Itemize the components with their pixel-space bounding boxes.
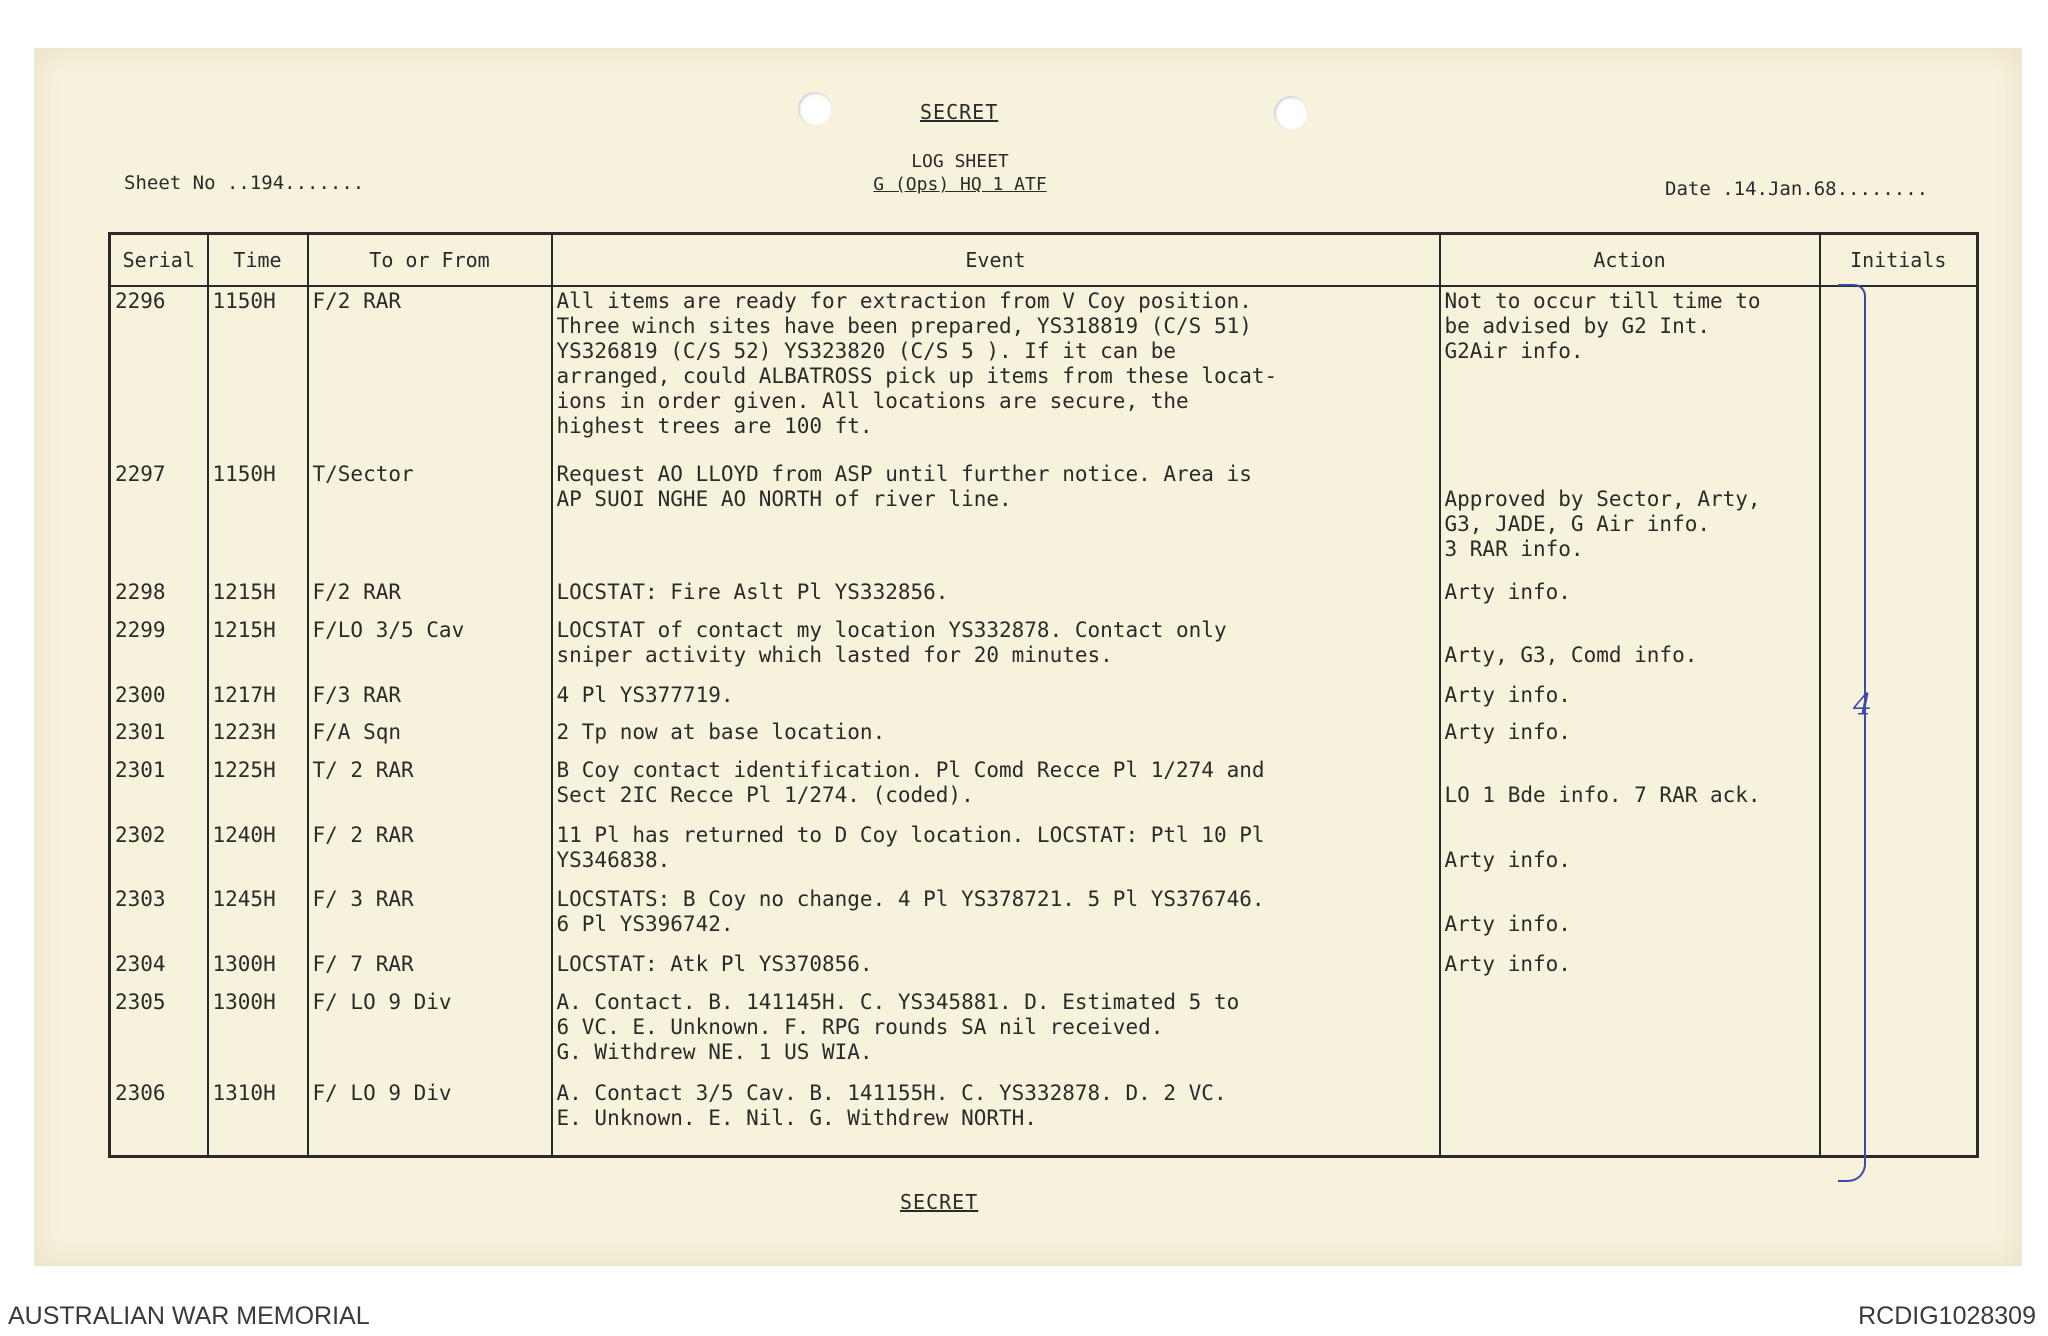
log-sheet-title bbox=[820, 150, 1100, 196]
serial-cell: 2304 bbox=[110, 950, 208, 988]
to-from-cell: F/2 RAR bbox=[308, 286, 552, 460]
title-line-2: G (Ops) HQ 1 ATF bbox=[873, 174, 1047, 195]
log-row bbox=[110, 616, 1978, 681]
log-row bbox=[110, 1079, 1978, 1144]
serial-cell: 2300 bbox=[110, 681, 208, 719]
time-cell: 1300H bbox=[208, 988, 308, 1080]
action-cell: Arty info. bbox=[1440, 718, 1820, 756]
log-row bbox=[110, 286, 1978, 460]
filler-cell bbox=[1440, 1144, 1820, 1157]
event-cell: LOCSTATS: B Coy no change. 4 Pl YS378721. 5 Pl YS376746. 6 Pl YS396742. bbox=[552, 885, 1440, 950]
serial-cell: 2305 bbox=[110, 988, 208, 1080]
event-cell: LOCSTAT: Atk Pl YS370856. bbox=[552, 950, 1440, 988]
time-cell: 1240H bbox=[208, 821, 308, 886]
col-time: Time bbox=[208, 234, 308, 287]
event-cell: B Coy contact identification. Pl Comd Recce Pl 1/274 and Sect 2IC Recce Pl 1/274. (coded). bbox=[552, 756, 1440, 821]
serial-cell: 2303 bbox=[110, 885, 208, 950]
initials-bracket bbox=[1838, 284, 1866, 1182]
event-cell: LOCSTAT of contact my location YS332878. Contact only sniper activity which lasted for 20 minutes. bbox=[552, 616, 1440, 681]
time-cell: 1245H bbox=[208, 885, 308, 950]
time-cell: 1225H bbox=[208, 756, 308, 821]
to-from-cell: F/3 RAR bbox=[308, 681, 552, 719]
col-serial: Serial bbox=[110, 234, 208, 287]
time-cell: 1150H bbox=[208, 460, 308, 579]
punch-hole-right bbox=[1274, 96, 1308, 130]
log-row bbox=[110, 885, 1978, 950]
action-cell bbox=[1440, 988, 1820, 1080]
event-cell: 11 Pl has returned to D Coy location. LOCSTAT: Ptl 10 Pl YS346838. bbox=[552, 821, 1440, 886]
time-cell: 1150H bbox=[208, 286, 308, 460]
action-cell bbox=[1440, 1079, 1820, 1144]
filler-cell bbox=[552, 1144, 1440, 1157]
serial-cell: 2306 bbox=[110, 1079, 208, 1144]
filler-cell bbox=[308, 1144, 552, 1157]
secret-footer: SECRET bbox=[900, 1190, 979, 1214]
event-cell: LOCSTAT: Fire Aslt Pl YS332856. bbox=[552, 578, 1440, 616]
event-cell: Request AO LLOYD from ASP until further notice. Area is AP SUOI NGHE AO NORTH of river line. bbox=[552, 460, 1440, 579]
event-cell: A. Contact. B. 141145H. C. YS345881. D. Estimated 5 to 6 VC. E. Unknown. F. RPG rounds SA nil received. G. Withdrew NE. 1 US WIA. bbox=[552, 988, 1440, 1080]
log-row bbox=[110, 718, 1978, 756]
col-action: Action bbox=[1440, 234, 1820, 287]
log-row bbox=[110, 578, 1978, 616]
action-cell: Arty info. bbox=[1440, 885, 1820, 950]
event-cell: A. Contact 3/5 Cav. B. 141155H. C. YS332878. D. 2 VC. E. Unknown. E. Nil. G. Withdrew NORTH. bbox=[552, 1079, 1440, 1144]
archive-name: AUSTRALIAN WAR MEMORIAL bbox=[8, 1302, 370, 1330]
log-row bbox=[110, 950, 1978, 988]
to-from-cell: F/2 RAR bbox=[308, 578, 552, 616]
time-cell: 1223H bbox=[208, 718, 308, 756]
archive-reference: RCDIG1028309 bbox=[1858, 1302, 2036, 1330]
to-from-cell: T/Sector bbox=[308, 460, 552, 579]
time-cell: 1300H bbox=[208, 950, 308, 988]
log-table bbox=[108, 232, 1979, 1158]
action-cell: Approved by Sector, Arty, G3, JADE, G Air info. 3 RAR info. bbox=[1440, 460, 1820, 579]
serial-cell: 2302 bbox=[110, 821, 208, 886]
to-from-cell: F/ LO 9 Div bbox=[308, 988, 552, 1080]
to-from-cell: T/ 2 RAR bbox=[308, 756, 552, 821]
action-cell: LO 1 Bde info. 7 RAR ack. bbox=[1440, 756, 1820, 821]
action-cell: Arty, G3, Comd info. bbox=[1440, 616, 1820, 681]
log-row bbox=[110, 821, 1978, 886]
to-from-cell: F/ LO 9 Div bbox=[308, 1079, 552, 1144]
filler-cell bbox=[110, 1144, 208, 1157]
serial-cell: 2298 bbox=[110, 578, 208, 616]
event-cell: All items are ready for extraction from V Coy position. Three winch sites have been prepared, YS318819 (C/S 51) YS326819 (C/S 52) YS323820 (C/S 5 ). If it can be arranged, could ALBATROSS pick up items from these locat- ions in order given. All locations are secure, the highest trees are 100 ft. bbox=[552, 286, 1440, 460]
col-to-from: To or From bbox=[308, 234, 552, 287]
event-cell: 2 Tp now at base location. bbox=[552, 718, 1440, 756]
time-cell: 1310H bbox=[208, 1079, 308, 1144]
serial-cell: 2297 bbox=[110, 460, 208, 579]
filler-cell bbox=[208, 1144, 308, 1157]
log-row bbox=[110, 681, 1978, 719]
serial-cell: 2301 bbox=[110, 756, 208, 821]
to-from-cell: F/ 3 RAR bbox=[308, 885, 552, 950]
log-row bbox=[110, 460, 1978, 579]
date-field: Date .14.Jan.68........ bbox=[1665, 178, 1929, 200]
initials-mark: 4 bbox=[1853, 688, 1873, 723]
action-cell: Not to occur till time to be advised by G2 Int. G2Air info. bbox=[1440, 286, 1820, 460]
col-event: Event bbox=[552, 234, 1440, 287]
table-header-row bbox=[110, 234, 1978, 287]
log-row bbox=[110, 756, 1978, 821]
serial-cell: 2299 bbox=[110, 616, 208, 681]
secret-header: SECRET bbox=[920, 100, 999, 124]
to-from-cell: F/A Sqn bbox=[308, 718, 552, 756]
serial-cell: 2296 bbox=[110, 286, 208, 460]
to-from-cell: F/ 7 RAR bbox=[308, 950, 552, 988]
log-row bbox=[110, 988, 1978, 1080]
action-cell: Arty info. bbox=[1440, 578, 1820, 616]
to-from-cell: F/LO 3/5 Cav bbox=[308, 616, 552, 681]
action-cell: Arty info. bbox=[1440, 950, 1820, 988]
punch-hole-left bbox=[798, 92, 832, 126]
to-from-cell: F/ 2 RAR bbox=[308, 821, 552, 886]
log-body bbox=[110, 286, 1978, 1157]
serial-cell: 2301 bbox=[110, 718, 208, 756]
sheet-number: Sheet No ..194....... bbox=[124, 172, 365, 194]
action-cell: Arty info. bbox=[1440, 681, 1820, 719]
time-cell: 1217H bbox=[208, 681, 308, 719]
title-line-1: LOG SHEET bbox=[911, 151, 1009, 172]
col-initials: Initials bbox=[1820, 234, 1978, 287]
event-cell: 4 Pl YS377719. bbox=[552, 681, 1440, 719]
action-cell: Arty info. bbox=[1440, 821, 1820, 886]
filler-row bbox=[110, 1144, 1978, 1157]
time-cell: 1215H bbox=[208, 578, 308, 616]
time-cell: 1215H bbox=[208, 616, 308, 681]
